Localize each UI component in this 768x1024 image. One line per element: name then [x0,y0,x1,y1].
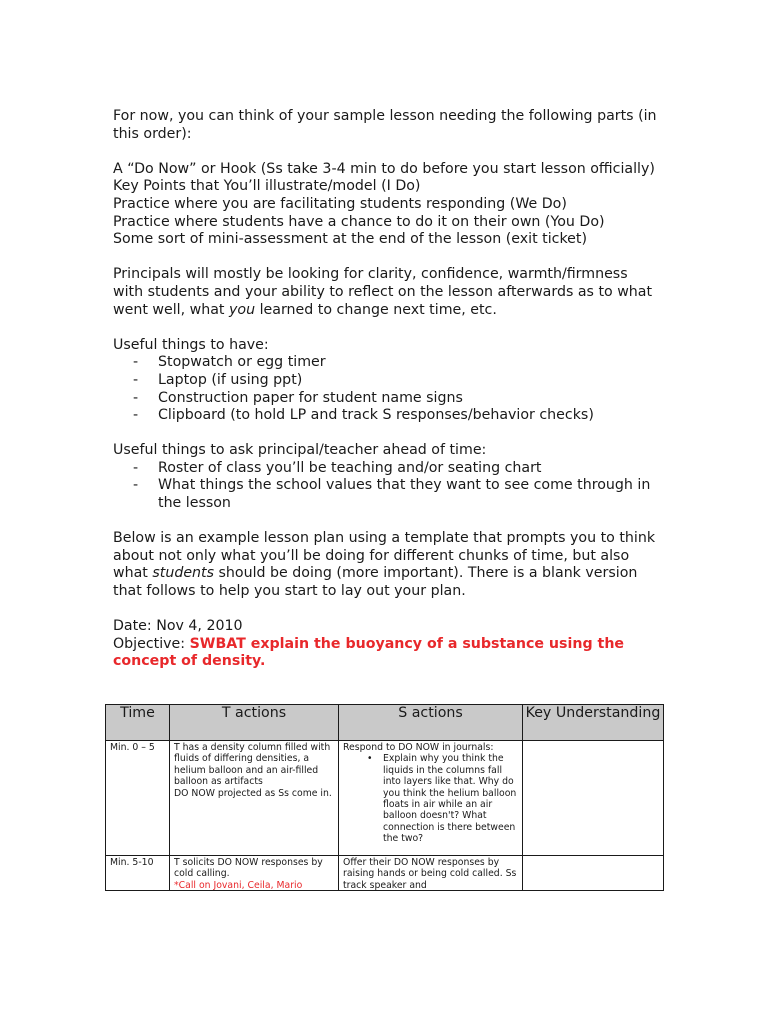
cell-key [523,856,664,891]
bullet-icon: • [367,753,373,765]
header-s-actions: S actions [339,705,523,741]
table-row [106,741,664,856]
table-row [106,856,664,891]
principals-paragraph: Principals will mostly be looking for clarity, confidence, warmth/firmness with students and your ability to reflect on the lesson afterwards as to what went well, what you learned to change next time, etc. [113,266,653,318]
cell-time: Min. 5-10 [106,856,170,891]
lesson-objective: Objective: SWBAT explain the buoyancy of a substance using the concept of density. [113,635,625,670]
list-item: - Clipboard (to hold LP and track S responses/behavior checks) [133,407,658,425]
list-item: - Construction paper for student name signs [133,390,658,408]
cell-s-actions: Offer their DO NOW responses by raising hands or being cold called. Ss track speaker and [339,856,523,891]
lesson-part: Practice where you are facilitating students responding (We Do) [113,195,567,212]
document-body [113,108,658,671]
table-header-row [106,705,664,741]
lesson-part: Key Points that You’ll illustrate/model (I Do) [113,178,421,195]
header-t-actions: T actions [170,705,339,741]
lesson-part: A “Do Now” or Hook (Ss take 3-4 min to do before you start lesson officially) [113,160,655,177]
cell-s-actions: Respond to DO NOW in journals: • Explain why you think the liquids in the columns fall into layers like that. Why do you think the helium balloon floats in air while an air balloon doesn't? What connection is there between the two? [339,741,523,856]
cell-t-actions: T solicits DO NOW responses by cold calling. *Call on Jovani, Ceila, Mario [170,856,339,891]
useful-ask-heading: Useful things to ask principal/teacher ahead of time: [113,442,487,459]
lesson-part: Practice where students have a chance to do it on their own (You Do) [113,213,605,230]
list-item: - Laptop (if using ppt) [133,372,658,390]
lesson-date: Date: Nov 4, 2010 [113,618,243,635]
intro-paragraph: For now, you can think of your sample lesson needing the following parts (in this order): [113,108,657,142]
lesson-plan-table [105,704,664,891]
cell-key [523,741,664,856]
header-time: Time [106,705,170,741]
bullet-item: • Explain why you think the liquids in the columns fall into layers like that. Why do you think the helium balloon floats in air while an air balloon doesn't? What connection is there between the two? [343,753,518,844]
cell-time: Min. 0 – 5 [106,741,170,856]
useful-have-heading: Useful things to have: [113,336,269,353]
below-paragraph: Below is an example lesson plan using a template that prompts you to think about not only what you’ll be doing for different chunks of time, but also what students should be doing (more important). There is a blank version that follows to help you start to lay out your plan. [113,530,656,600]
useful-have-list [113,354,658,424]
list-item: - Stopwatch or egg timer [133,354,658,372]
list-item: - Roster of class you’ll be teaching and/or seating chart [133,460,658,478]
lesson-parts-list [113,161,658,249]
cell-t-actions: T has a density column filled with fluids of differing densities, a helium balloon and an air-filled balloon as artifacts DO NOW projected as Ss come in. [170,741,339,856]
lesson-part: Some sort of mini-assessment at the end of the lesson (exit ticket) [113,231,587,248]
list-item: - What things the school values that they want to see come through in the lesson [133,477,658,512]
header-key-understanding: Key Understanding [523,705,664,741]
useful-ask-list [113,460,658,513]
